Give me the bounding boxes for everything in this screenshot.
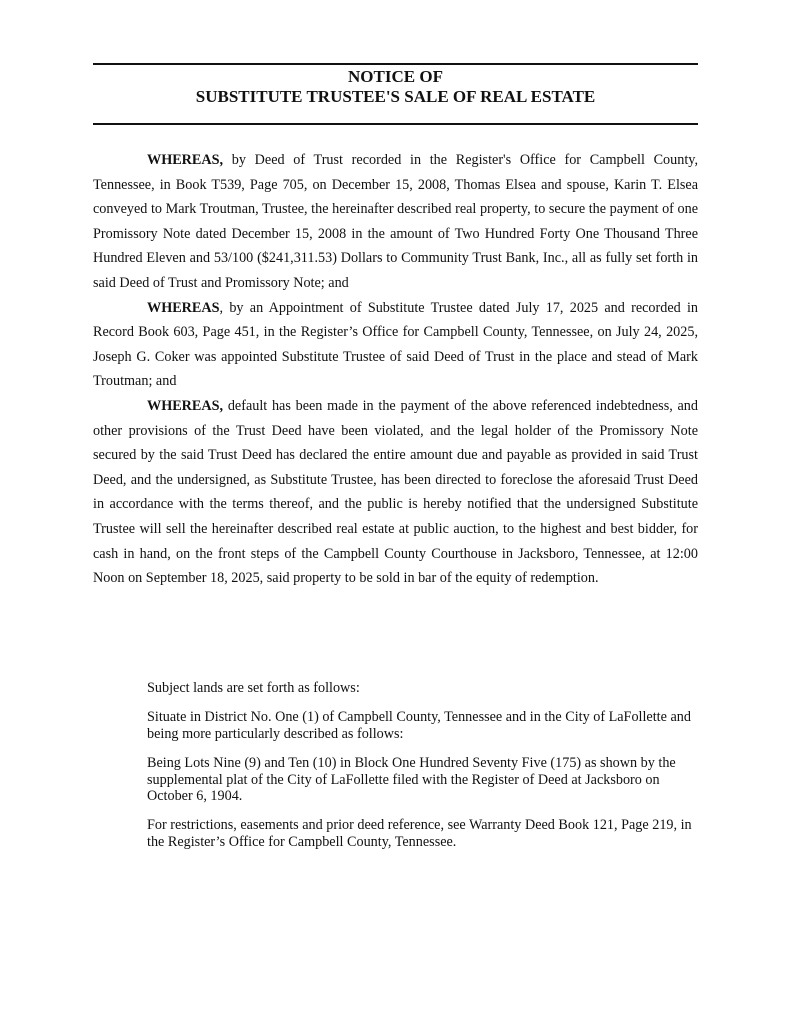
title-line-2: SUBSTITUTE TRUSTEE'S SALE OF REAL ESTATE — [195, 87, 596, 106]
property-description-section — [147, 680, 698, 863]
bottom-rule-divider — [93, 123, 698, 125]
title-line-1: NOTICE OF — [348, 67, 443, 86]
paragraph-text: , by an Appointment of Substitute Trustee dated July 17, 2025 and recorded in Record Book 603, Page 451, in the Register’s Office for Campbell County, Tennessee, on July 24, 2025, Joseph G. Coker was appointed Substitute Trustee of said Deed of Trust in the place and stead of Mark Troutman; and — [93, 299, 698, 390]
top-rule-divider — [93, 63, 698, 65]
whereas-lead: WHEREAS — [147, 299, 220, 316]
notice-title — [93, 67, 698, 107]
lands-lots: Being Lots Nine (9) and Ten (10) in Block One Hundred Seventy Five (175) as shown by the supplemental plat of the City of LaFollette filed with the Register of Deed at Jacksboro on October 6, 1904. — [147, 755, 676, 805]
recital-paragraph-default — [93, 394, 698, 591]
lands-situate: Situate in District No. One (1) of Campbell County, Tennessee and in the City of LaFollette and being more particularly described as follows: — [147, 709, 691, 742]
paragraph-text: by Deed of Trust recorded in the Register's Office for Campbell County, Tennessee, in Book T539, Page 705, on December 15, 2008, Thomas Elsea and spouse, Karin T. Elsea conveyed to Mark Troutman, Trustee, the hereinafter described real property, to secure the payment of one Promissory Note dated December 15, 2008 in the amount of Two Hundred Forty One Thousand Three Hundred Eleven and 53/100 ($241,311.53) Dollars to Community Trust Bank, Inc., all as fully set forth in said Deed of Trust and Promissory Note; and — [93, 152, 698, 291]
recitals-section — [93, 148, 698, 591]
paragraph-text: default has been made in the payment of the above referenced indebtedness, and other provisions of the Trust Deed have been violated, and the legal holder of the Promissory Note secured by the said Trust Deed has declared the entire amount due and payable as provided in said Trust Deed, and the undersigned, as Substitute Trustee, has been directed to foreclose the aforesaid Trust Deed in accordance with the terms thereof, and the public is hereby notified that the undersigned Substitute Trustee will sell the hereinafter described real estate at public auction, to the highest and best bidder, for cash in hand, on the front steps of the Campbell County Courthouse in Jacksboro, Tennessee, at 12:00 Noon on September 18, 2025, said property to be sold in bar of the equity of redemption. — [93, 397, 698, 587]
recital-paragraph-substitute-trustee — [93, 296, 698, 394]
whereas-lead: WHEREAS, — [147, 397, 224, 414]
recital-paragraph-deed-of-trust — [93, 148, 698, 296]
whereas-lead: WHEREAS, — [147, 152, 224, 168]
lands-intro: Subject lands are set forth as follows: — [147, 680, 360, 696]
lands-restrictions: For restrictions, easements and prior deed reference, see Warranty Deed Book 121, Page 219, in the Register’s Office for Campbell County, Tennessee. — [147, 817, 692, 850]
